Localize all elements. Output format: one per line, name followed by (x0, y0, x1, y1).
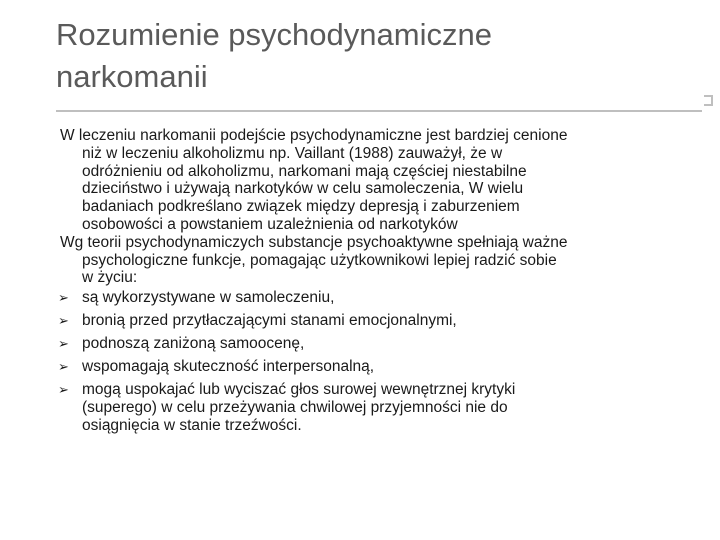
slide-title (56, 14, 656, 98)
corner-bracket-decoration (704, 95, 713, 106)
bullet-line: podnoszą zaniżoną samoocenę, (82, 335, 305, 353)
bullet-line: (superego) w celu przeżywania chwilowej przyjemności nie do (82, 398, 508, 416)
paragraph-line: odróżnieniu od alkoholizmu, narkomani mają częściej niestabilne (82, 162, 527, 180)
bullet-line: mogą uspokajać lub wyciszać głos surowej wewnętrznej krytyki (82, 381, 516, 399)
title-divider (56, 110, 702, 112)
paragraph-line: osobowości a powstaniem uzależnienia od narkotyków (82, 215, 458, 233)
bullet-line: osiągnięcia w stanie trzeźwości. (82, 416, 302, 434)
bullet-line: są wykorzystywane w samoleczeniu, (82, 289, 335, 307)
bullet-item (60, 335, 695, 353)
functions-bullet-list (60, 289, 695, 434)
paragraph-theory (60, 234, 695, 287)
title-line: narkomanii (56, 59, 208, 94)
arrowhead-bullet-icon: ➢ (58, 313, 69, 329)
paragraph-line: W leczeniu narkomanii podejście psychodynamiczne jest bardziej cenione (60, 127, 568, 144)
slide-body (60, 127, 695, 440)
paragraph-line: niż w leczeniu alkoholizmu np. Vaillant (1988) zauważył, że w (82, 144, 503, 162)
arrowhead-bullet-icon: ➢ (58, 382, 69, 398)
arrowhead-bullet-icon: ➢ (58, 336, 69, 352)
title-line: Rozumienie psychodynamiczne (56, 17, 492, 52)
bullet-line: wspomagają skuteczność interpersonalną, (82, 358, 375, 376)
paragraph-line: dzieciństwo i używają narkotyków w celu samoleczenia, W wielu (82, 180, 524, 198)
paragraph-line: psychologiczne funkcje, pomagając użytkownikowi lepiej radzić sobie (82, 251, 557, 269)
paragraph-line: Wg teorii psychodynamiczych substancje psychoaktywne spełniają ważne (60, 233, 568, 251)
arrowhead-bullet-icon: ➢ (58, 290, 69, 306)
bullet-line: bronią przed przytłaczającymi stanami emocjonalnymi, (82, 312, 457, 330)
paragraph-line: badaniach podkreślano związek między depresją i zaburzeniem (82, 198, 520, 216)
paragraph-treatment (60, 127, 695, 234)
paragraph-line: w życiu: (82, 269, 138, 287)
bullet-item (60, 312, 695, 330)
bullet-item (60, 289, 695, 307)
arrowhead-bullet-icon: ➢ (58, 359, 69, 375)
bullet-item (60, 381, 695, 434)
bullet-item (60, 358, 695, 376)
